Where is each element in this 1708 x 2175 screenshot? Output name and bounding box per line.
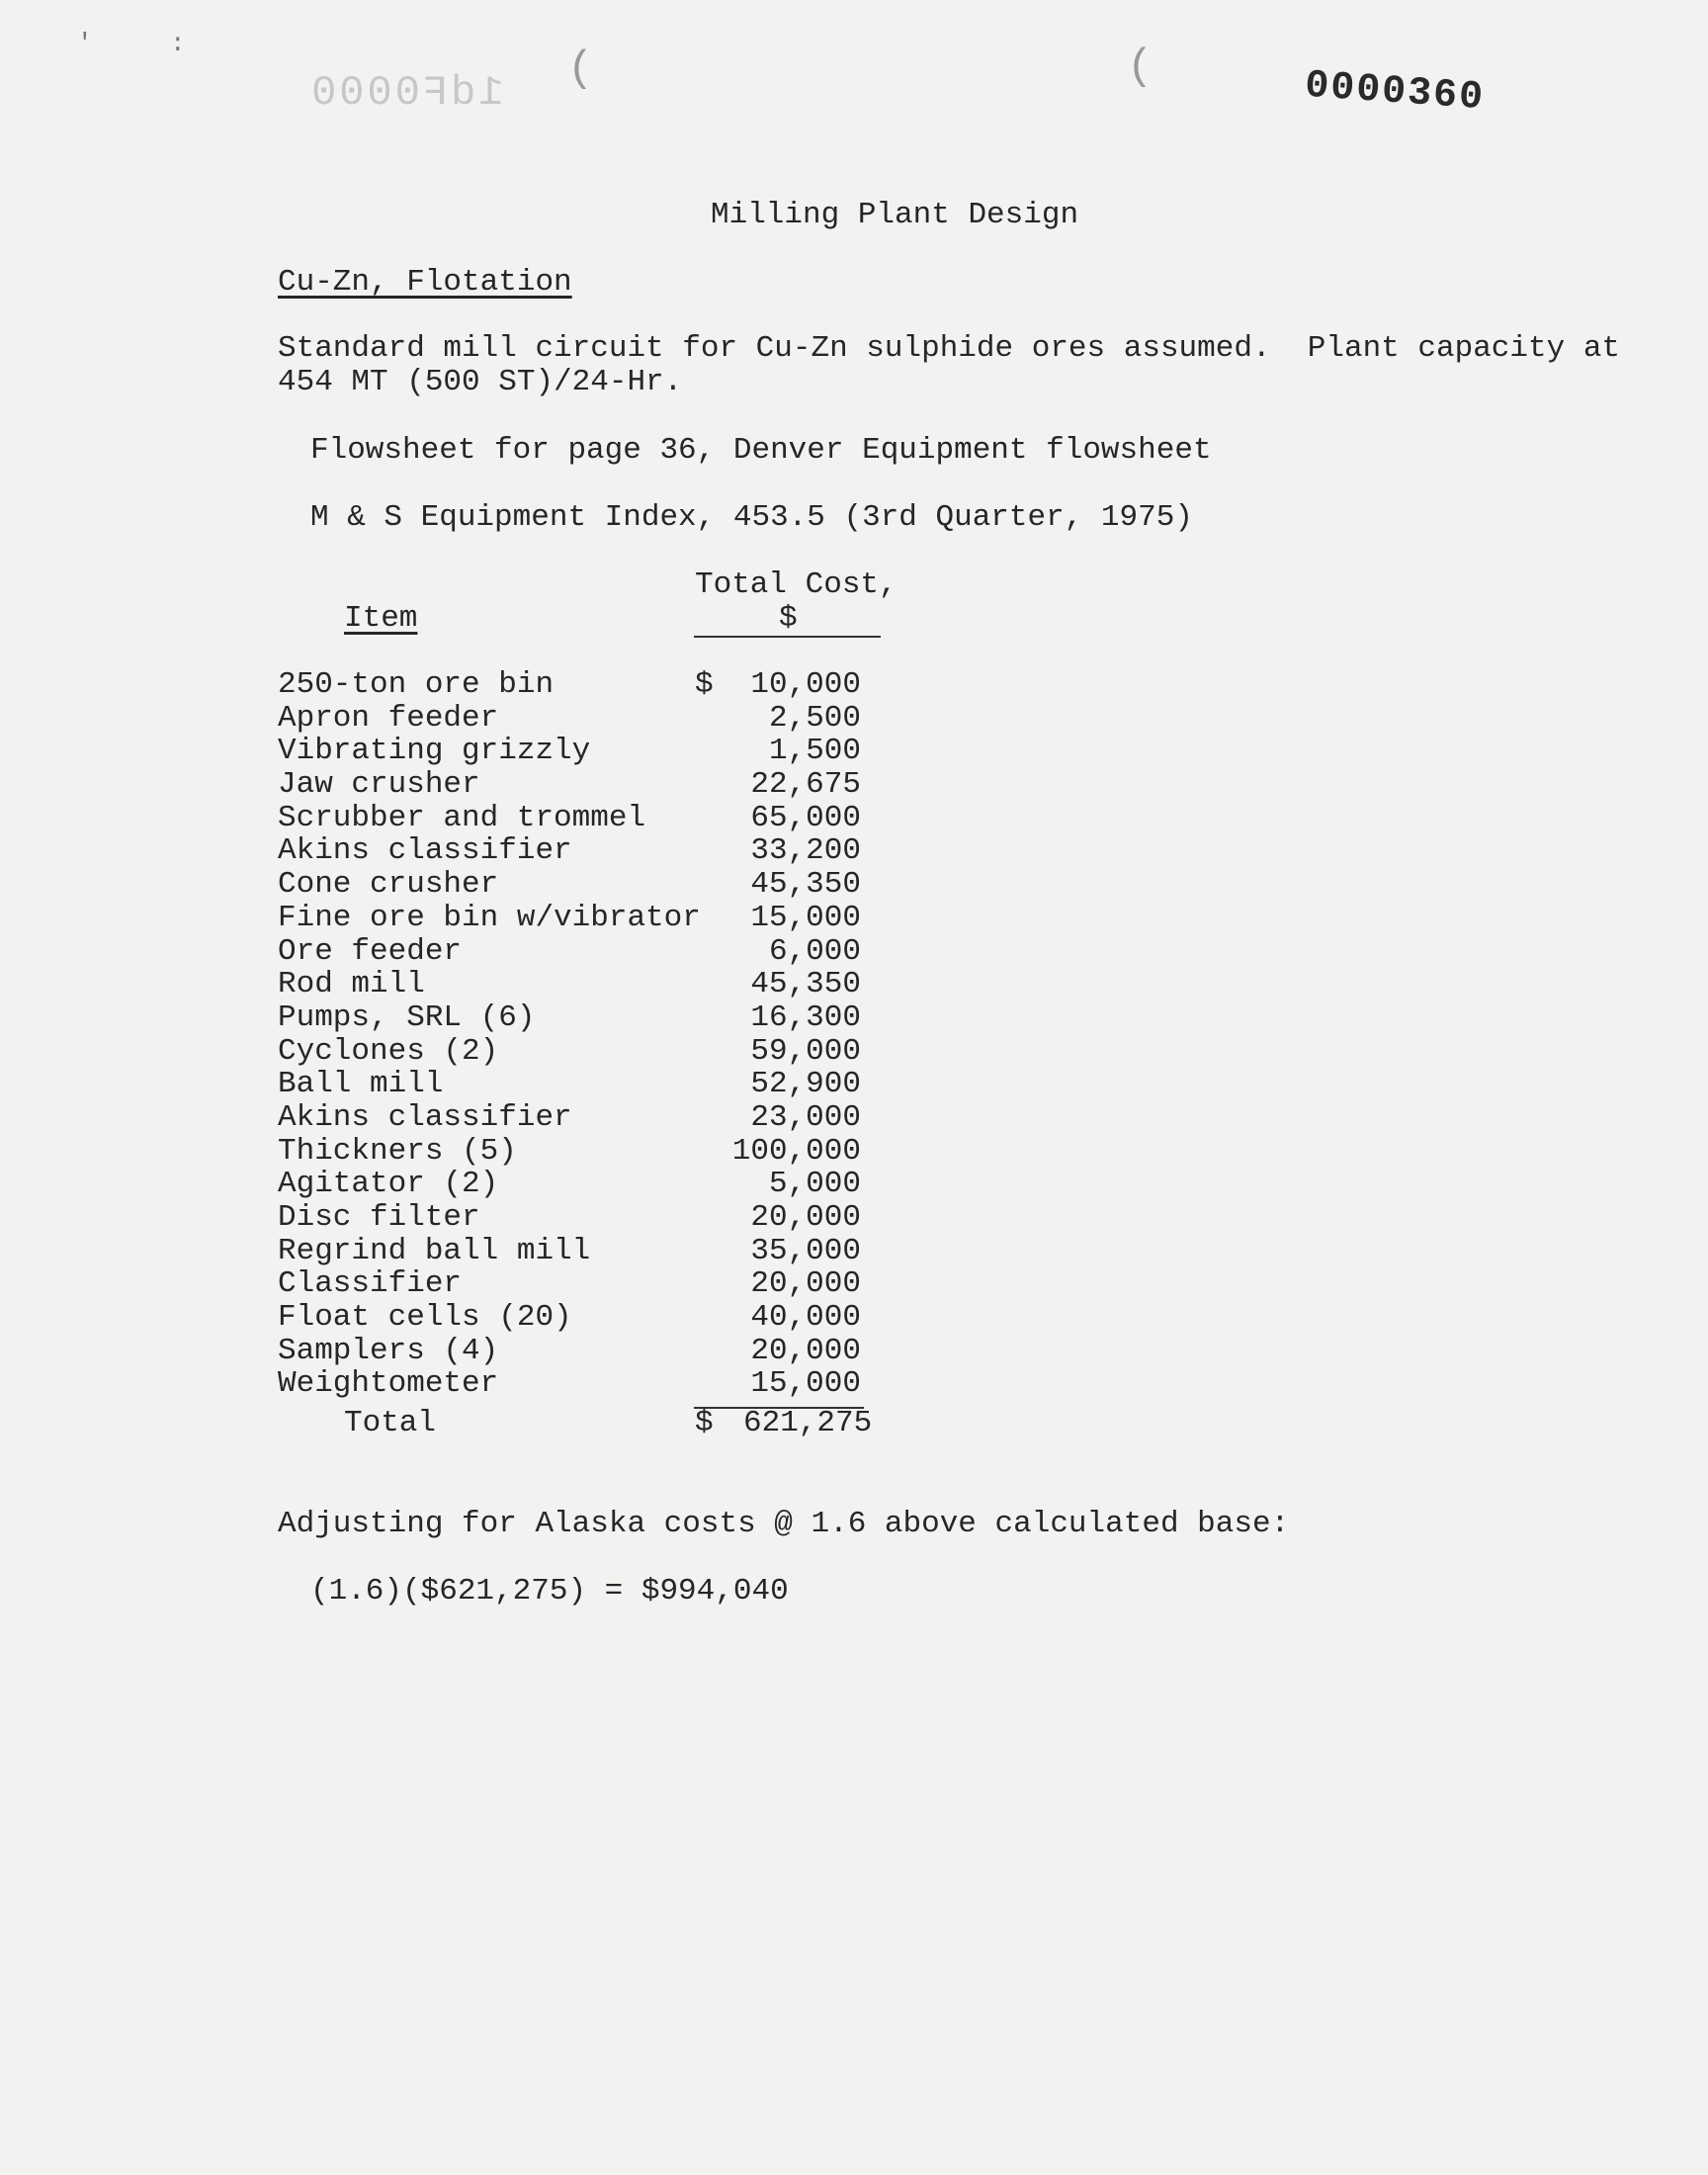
item-name: Weightometer: [278, 1366, 499, 1402]
item-name: Apron feeder: [278, 700, 499, 736]
item-name: 250-ton ore bin: [278, 667, 555, 702]
item-name: Akins classifier: [278, 1099, 572, 1135]
item-cost: 6,000: [768, 933, 861, 969]
item-cost: 23,000: [750, 1099, 861, 1135]
cost-table: [278, 668, 871, 1401]
item-cost: 40,000: [750, 1300, 861, 1336]
table-row: [278, 1135, 871, 1169]
table-row: [278, 834, 871, 868]
item-cost: 65,000: [750, 800, 861, 835]
item-name: Akins classifier: [278, 833, 572, 869]
table-row: [278, 902, 871, 935]
table-row: [278, 1267, 871, 1301]
item-name: Ball mill: [278, 1067, 444, 1102]
table-row: [278, 802, 871, 835]
total-amount: 621,275: [743, 1406, 873, 1440]
scan-mark: (: [567, 44, 594, 94]
page-title: Milling Plant Design: [711, 198, 1079, 232]
table-row: [278, 1367, 871, 1401]
item-cost: 10,000: [750, 667, 861, 702]
table-row: [278, 1201, 871, 1235]
intro-line-2: 454 MT (500 ST)/24-Hr.: [278, 365, 683, 399]
item-name: Samplers (4): [278, 1333, 499, 1368]
currency-symbol: $: [695, 667, 714, 702]
total-currency-symbol: $: [695, 1406, 714, 1440]
table-row: [278, 935, 871, 969]
item-name: Cyclones (2): [278, 1033, 499, 1069]
table-row: [278, 1101, 871, 1135]
item-cost: 20,000: [750, 1266, 861, 1302]
table-row: [278, 1301, 871, 1335]
adjustment-note: Adjusting for Alaska costs @ 1.6 above calculated base:: [278, 1507, 1290, 1541]
table-row: [278, 1335, 871, 1368]
item-name: Cone crusher: [278, 867, 499, 903]
intro-paragraph: [278, 332, 1620, 399]
table-row: [278, 702, 871, 736]
cost-column-unit: $: [779, 601, 798, 636]
section-heading: Cu-Zn, Flotation: [278, 265, 572, 300]
item-cost: 20,000: [750, 1200, 861, 1235]
flowsheet-note: Flowsheet for page 36, Denver Equipment flowsheet: [310, 433, 1212, 468]
item-name: Fine ore bin w/vibrator: [278, 900, 701, 935]
item-cost: 15,000: [750, 1366, 861, 1402]
item-cost: 45,350: [750, 967, 861, 1002]
item-name: Agitator (2): [278, 1167, 499, 1202]
header-rule: [694, 636, 881, 638]
item-name: Classifier: [278, 1266, 463, 1302]
item-name: Thickners (5): [278, 1133, 517, 1169]
table-row: [278, 1035, 871, 1069]
total-label: Total: [344, 1406, 437, 1440]
item-name: Pumps, SRL (6): [278, 1000, 536, 1035]
scan-speck: :: [170, 29, 186, 58]
item-cost: 1,500: [768, 734, 861, 769]
bleed-through-stamp: 1dF0000: [308, 69, 504, 117]
item-name: Float cells (20): [278, 1300, 572, 1336]
item-cost: 15,000: [750, 900, 861, 935]
item-name: Jaw crusher: [278, 767, 480, 803]
table-row: [278, 1168, 871, 1201]
item-column-header: Item: [344, 601, 418, 636]
item-cost: 20,000: [750, 1333, 861, 1368]
equipment-index-note: M & S Equipment Index, 453.5 (3rd Quarter, 1975): [310, 500, 1193, 535]
item-name: Scrubber and trommel: [278, 800, 646, 835]
table-row: [278, 968, 871, 1001]
item-name: Rod mill: [278, 967, 425, 1002]
scan-speck: ': [77, 29, 93, 58]
item-name: Regrind ball mill: [278, 1233, 591, 1268]
table-row: [278, 868, 871, 902]
page-number-stamp: 0000360: [1303, 63, 1487, 122]
table-row: [278, 1068, 871, 1101]
item-cost: 52,900: [750, 1067, 861, 1102]
table-row: [278, 668, 871, 702]
item-cost: 16,300: [750, 1000, 861, 1035]
item-cost: 22,675: [750, 767, 861, 803]
intro-line-1: Standard mill circuit for Cu-Zn sulphide ores assumed. Plant capacity at: [278, 331, 1621, 366]
table-row: [278, 735, 871, 768]
table-row: [278, 1001, 871, 1035]
item-cost: 5,000: [768, 1167, 861, 1202]
cost-column-header: Total Cost,: [695, 567, 897, 602]
item-cost: 59,000: [750, 1033, 861, 1069]
table-row: [278, 768, 871, 802]
item-name: Vibrating grizzly: [278, 734, 591, 769]
adjustment-formula: (1.6)($621,275) = $994,040: [310, 1574, 789, 1609]
scan-mark: (: [1127, 43, 1153, 92]
table-row: [278, 1235, 871, 1268]
item-name: Ore feeder: [278, 933, 463, 969]
item-cost: 100,000: [731, 1133, 861, 1169]
item-name: Disc filter: [278, 1200, 480, 1235]
item-cost: 45,350: [750, 867, 861, 903]
item-cost: 2,500: [768, 700, 861, 736]
item-cost: 33,200: [750, 833, 861, 869]
item-cost: 35,000: [750, 1233, 861, 1268]
